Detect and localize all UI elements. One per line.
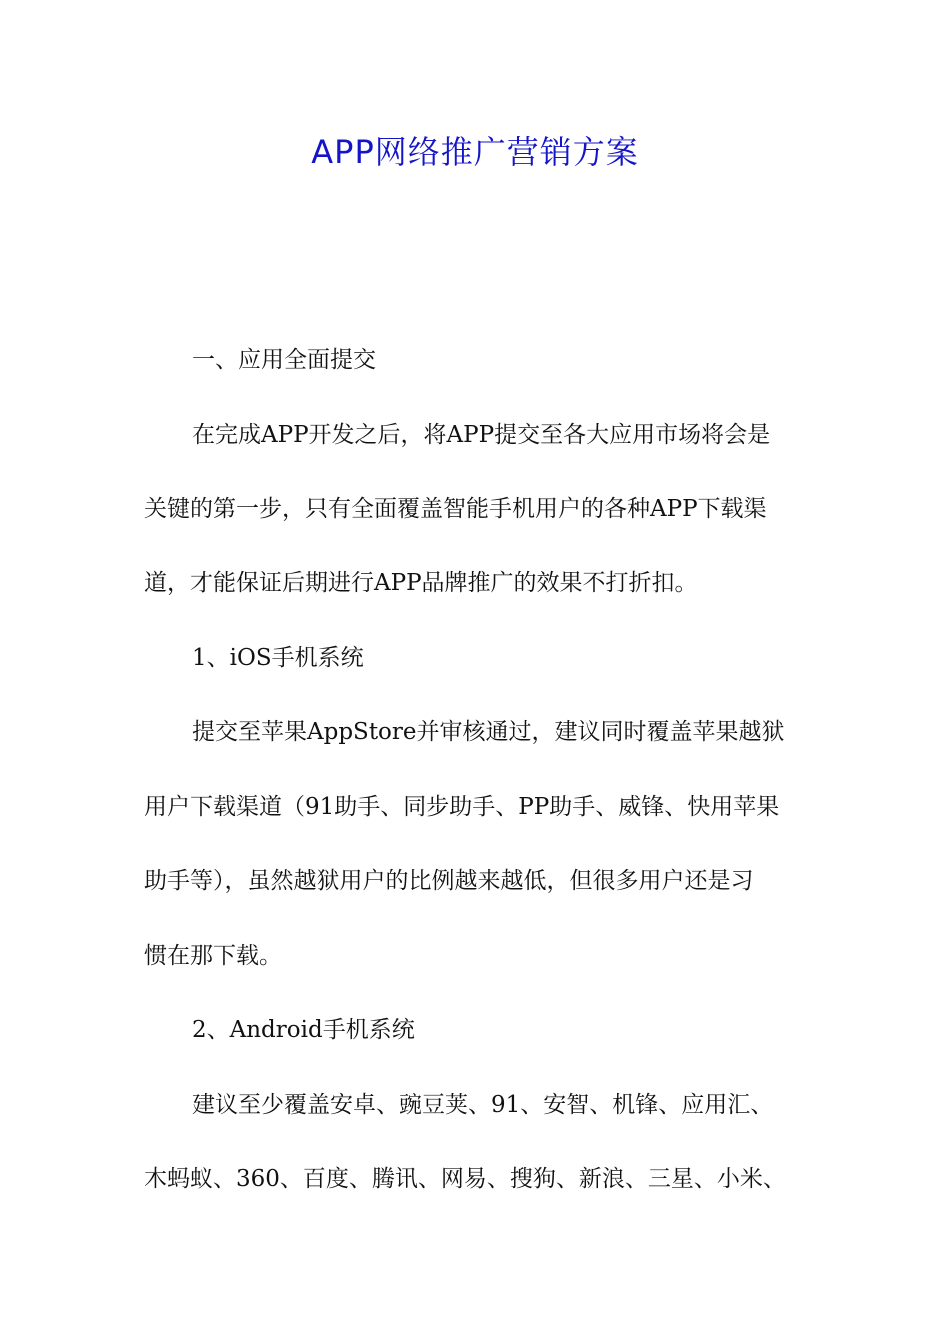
subsection-heading-ios: 1、iOS手机系统 [192,645,364,671]
paragraph-line: 建议至少覆盖安卓、豌豆荚、91、安智、机锋、应用汇、 [192,1092,774,1118]
paragraph-line: 道，才能保证后期进行APP品牌推广的效果不打折扣。 [144,570,698,596]
paragraph-line: 提交至苹果AppStore并审核通过，建议同时覆盖苹果越狱 [192,719,785,745]
section-heading-1: 一、应用全面提交 [192,347,376,373]
paragraph-line: 惯在那下载。 [144,943,282,969]
paragraph-line: 用户下载渠道（91助手、同步助手、PP助手、威锋、快用苹果 [144,794,780,820]
paragraph-line: 木蚂蚁、360、百度、腾讯、网易、搜狗、新浪、三星、小米、 [144,1166,786,1192]
document-title: APP网络推广营销方案 [311,133,639,171]
subsection-heading-android: 2、Android手机系统 [192,1017,415,1043]
paragraph-line: 助手等），虽然越狱用户的比例越来越低，但很多用户还是习 [144,868,754,894]
document-body [144,0,824,1344]
paragraph-line: 在完成APP开发之后，将APP提交至各大应用市场将会是 [192,422,771,448]
paragraph-line: 关键的第一步，只有全面覆盖智能手机用户的各种APP下载渠 [144,496,767,522]
